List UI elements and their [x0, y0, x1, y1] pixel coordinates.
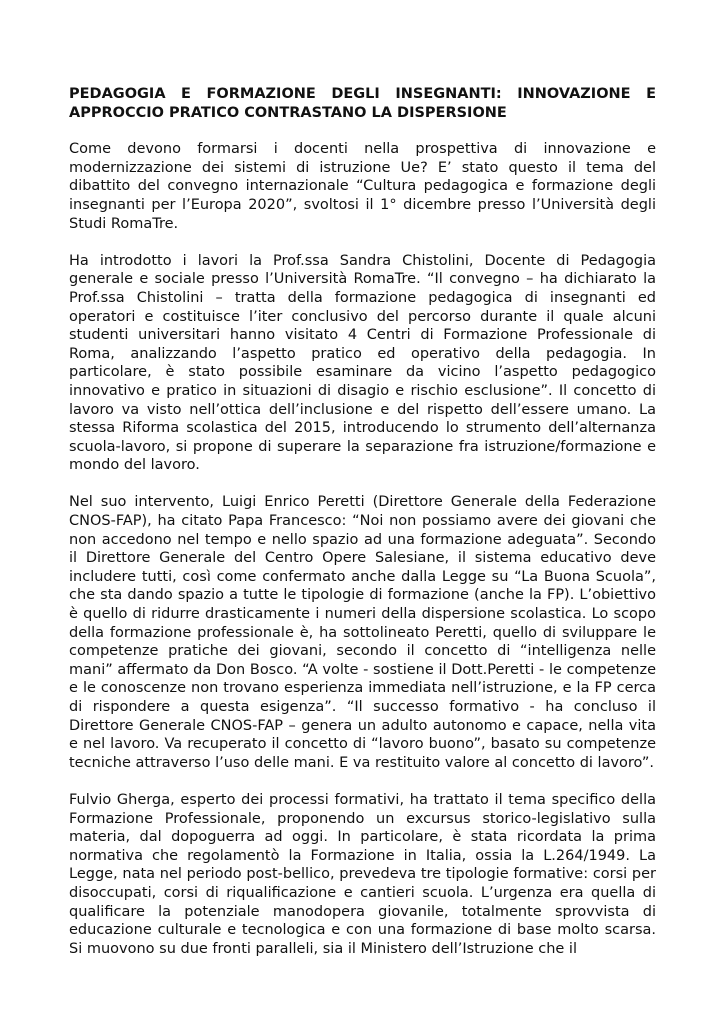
paragraph-gherga: Fulvio Gherga, esperto dei processi formativi, ha trattato il tema specifico della Formazione Professionale, proponendo un excursus storico-legislativo sulla materia, dal dopoguerra ad oggi. In particolare, è stata ricordata la prima normativa che regolamentò la Formazione in Italia, ossia la L.264/1949. La Legge, nata nel periodo post-bellico, prevedeva tre tipologie formative: corsi per disoccupati, corsi di riqualificazione e cantieri scuola. L’urgenza era quella di qualificare la potenziale manodopera giovanile, totalmente sprovvista di educazione culturale e tecnologica e con una formazione di base molto scarsa. Si muovono su due fronti paralleli, sia il Ministero dell’Istruzione che il — [69, 791, 656, 957]
document-page — [69, 85, 656, 977]
paragraph-chistolini: Ha introdotto i lavori la Prof.ssa Sandra Chistolini, Docente di Pedagogia generale e sociale presso l’Università RomaTre. “Il convegno – ha dichiarato la Prof.ssa Chistolini – tratta della formazione pedagogica di insegnanti ed operatori e costituisce l’iter conclusivo del percorso durante il quale alcuni studenti universitari hanno visitato 4 Centri di Formazione Professionale di Roma, analizzando l’aspetto pratico ed operativo della pedagogia. In particolare, è stato possibile esaminare da vicino l’aspetto pedagogico innovativo e pratico in situazioni di disagio e rischio esclusione”. Il concetto di lavoro va visto nell’ottica dell’inclusione e del rispetto dell’essere umano. La stessa Riforma scolastica del 2015, introducendo lo strumento dell’alternanza scuola-lavoro, si propone di superare la separazione fra istruzione/formazione e mondo del lavoro. — [69, 252, 656, 474]
paragraph-peretti: Nel suo intervento, Luigi Enrico Peretti (Direttore Generale della Federazione CNOS-FAP), ha citato Papa Francesco: “Noi non possiamo avere dei giovani che non accedono nel tempo e nello spazio ad una formazione adeguata”. Secondo il Direttore Generale del Centro Opere Salesiane, il sistema educativo deve includere tutti, così come confermato anche dalla Legge su “La Buona Scuola”, che sta dando spazio a tutte le tipologie di formazione (anche la FP). L’obiettivo è quello di ridurre drasticamente i numeri della dispersione scolastica. Lo scopo della formazione professionale è, ha sottolineato Peretti, quello di sviluppare le competenze pratiche dei giovani, secondo il concetto di “intelligenza nelle mani” affermato da Don Bosco. “A volte - sostiene il Dott.Peretti - le competenze e le conoscenze non trovano esperienza immediata nell’istruzione, e la FP cerca di rispondere a questa esigenza”. “Il successo formativo - ha concluso il Direttore Generale CNOS-FAP – genera un adulto autonomo e capace, nella vita e nel lavoro. Va recuperato il concetto di “lavoro buono”, basato su competenze tecniche attraverso l’uso delle mani. E va restituito valore al concetto di lavoro”. — [69, 494, 656, 771]
article-title: PEDAGOGIA E FORMAZIONE DEGLI INSEGNANTI: INNOVAZIONE E APPROCCIO PRATICO CONTRASTANO LA DISPERSIONE — [69, 86, 656, 121]
paragraph-intro: Come devono formarsi i docenti nella prospettiva di innovazione e modernizzazione dei sistemi di istruzione Ue? E’ stato questo il tema del dibattito del convegno internazionale “Cultura pedagogica e formazione degli insegnanti per l’Europa 2020”, svoltosi il 1° dicembre presso l’Università degli Studi RomaTre. — [69, 141, 656, 232]
